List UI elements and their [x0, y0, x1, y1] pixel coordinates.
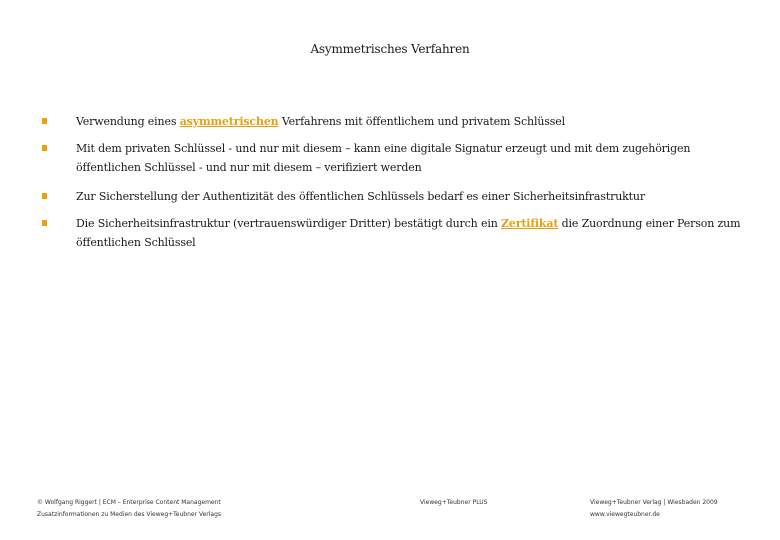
bullet-text: Die Sicherheitsinfrastruktur (vertrauenswürdiger Dritter) bestätigt durch ein	[76, 217, 501, 230]
footer-right	[590, 497, 718, 521]
slide-title: Asymmetrisches Verfahren	[310, 42, 470, 56]
square-bullet-icon	[42, 118, 47, 124]
footer-info: Zusatzinformationen zu Medien des Vieweg+Teubner Verlags	[37, 511, 222, 518]
bullet-text: Zur Sicherstellung der Authentizität des öffentlichen Schlüssels bedarf es einer Sicherheitsinfrastruktur	[76, 190, 645, 203]
bullet-item	[42, 139, 742, 177]
bullet-item	[42, 214, 742, 252]
bullet-item	[42, 187, 742, 206]
bullet-item	[42, 112, 742, 131]
footer-publisher: Vieweg+Teubner Verlag | Wiesbaden 2009	[590, 499, 718, 506]
bullet-text: Mit dem privaten Schlüssel - und nur mit diesem – kann eine digitale Signatur erzeugt und mit dem zugehörigen öffentlichen Schlüssel - und nur mit diesem – verifiziert werden	[76, 142, 691, 174]
bullet-text: Verwendung eines	[76, 115, 180, 128]
bullet-text: Verfahrens mit öffentlichem und privatem Schlüssel	[278, 115, 566, 128]
footer-brand: Vieweg+Teubner PLUS	[420, 499, 488, 506]
highlight-link-asymmetrischen[interactable]: asymmetrischen	[179, 115, 279, 128]
square-bullet-icon	[42, 193, 47, 199]
bullet-text: die Zuordnung einer Person zum öffentlichen Schlüssel	[76, 217, 741, 249]
square-bullet-icon	[42, 220, 47, 226]
footer-copyright: © Wolfgang Riggert | ECM – Enterprise Content Management	[37, 499, 221, 506]
square-bullet-icon	[42, 145, 47, 151]
footer-website: www.viewegteubner.de	[590, 511, 660, 518]
bullet-list	[42, 112, 742, 252]
highlight-link-zertifikat[interactable]: Zertifikat	[500, 217, 559, 230]
footer-center	[420, 497, 487, 509]
footer-left	[37, 497, 221, 521]
